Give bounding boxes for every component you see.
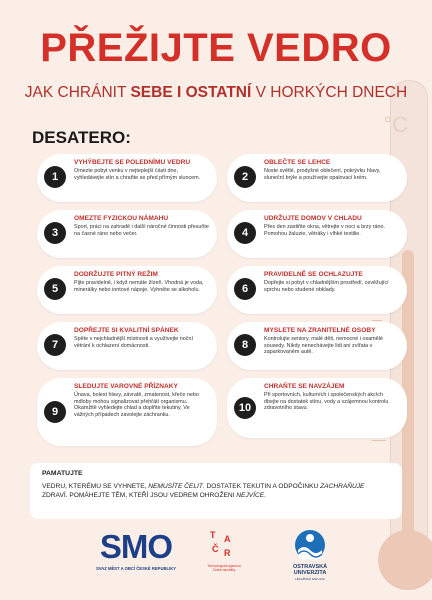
tip-number: 1 xyxy=(44,166,66,188)
tip-title: PRAVIDELNĚ SE OCHLAZUJTE xyxy=(264,271,363,278)
section-title: DESATERO: xyxy=(32,128,131,147)
tip-number: 3 xyxy=(44,222,66,244)
tip-title: OMEZTE FYZICKOU NÁMAHU xyxy=(74,215,169,222)
tip-text: Omezte pobyt venku v nejteplejší části dne, vyhledávejte stín a chraňte se před přímým sluncem. xyxy=(74,168,201,181)
ou-logo xyxy=(280,528,340,584)
tip-number: 7 xyxy=(44,334,66,356)
tip-text: Sport, práci na zahradě i další náročné činnosti přesuňte na časné ráno nebo večer. xyxy=(74,224,209,237)
tip-card-3 xyxy=(37,210,217,258)
tip-text: Únava, bolest hlavy, závratě, zmatenost, křeče nebo mdloby mohou signalizovat přehřátí organismu. Okamžitě vyhledejte chlad a doplňte tekutiny. Ve vážných případech zavolejte záchranku. xyxy=(74,392,199,418)
tip-title: CHRAŇTE SE NAVZÁJEM xyxy=(264,383,345,390)
smo-logo xyxy=(84,528,188,574)
remember-box xyxy=(30,463,402,519)
tacr-letter: Č xyxy=(212,544,219,554)
tacr-logo xyxy=(207,530,241,576)
smo-logo-caption: SVAZ MĚST A OBCÍ ČESKÉ REPUBLIKY xyxy=(95,566,177,571)
tip-text: Pijte pravidelně, i když nemáte žízeň. Vhodná je voda, minerálky nebo iontové nápoje. Vyhněte se alkoholu. xyxy=(74,280,204,293)
tacr-logo-caption: Technologická agentura České republiky xyxy=(207,564,241,572)
tacr-letter: R xyxy=(224,548,231,558)
tip-title: VYHÝBEJTE SE POLEDNÍMU VEDRU xyxy=(74,159,191,166)
tip-title: DOPŘEJTE SI KVALITNÍ SPÁNEK xyxy=(74,327,179,334)
tip-card-5 xyxy=(37,266,217,314)
tip-text: Dopřejte si pobyt v chladnějším prostředí, osvěžující sprchu nebo studené obklady. xyxy=(264,280,389,293)
tip-text: Noste světlé, prodyšné oblečení, pokrývku hlavy, sluneční brýle a používejte opalovací krém. xyxy=(264,168,381,181)
ou-logo-name: OSTRAVSKÁ UNIVERZITA xyxy=(292,564,328,576)
page-title: PŘEŽIJTE VEDRO xyxy=(40,26,392,70)
tip-number: 5 xyxy=(44,278,66,300)
tip-title: DODRŽUJTE PITNÝ REŽIM xyxy=(74,271,158,278)
remember-text: VEDRU, KTERÉMU SE VYHNETE, NEMUSÍTE ČELIT. DOSTATEK TEKUTIN A ODPOČINKU ZACHRAŇUJE ZDRAVÍ. POMÁHEJTE TĚM, KTEŘÍ JSOU VEDREM OHROŽENI NEJVÍCE. xyxy=(42,483,365,499)
tip-card-8 xyxy=(227,322,407,370)
tip-card-1 xyxy=(37,154,217,202)
tip-number: 2 xyxy=(234,166,256,188)
tip-card-9 xyxy=(37,378,217,446)
celsius-label: °C xyxy=(383,112,408,137)
tip-card-7 xyxy=(37,322,217,370)
page-subtitle: JAK CHRÁNIT SEBE I OSTATNÍ V HORKÝCH DNECH xyxy=(24,84,408,101)
tip-title: SLEDUJTE VAROVNÉ PŘÍZNAKY xyxy=(74,383,178,390)
tip-title: MYSLETE NA ZRANITELNÉ OSOBY xyxy=(264,327,376,334)
tacr-letter: T xyxy=(210,530,216,540)
tip-text: Při sportovních, kulturních i společenských akcích dbejte na dostatek stínu, vody a vzájemnou kontrolu zdravotního stavu. xyxy=(264,392,389,412)
tip-title: UDRŽUJTE DOMOV V CHLADU xyxy=(264,215,362,222)
ou-logo-caption: LÉKAŘSKÁ FAKULTA xyxy=(295,577,325,581)
ou-emblem-icon xyxy=(280,528,340,564)
tip-text: Kontrolujte seniory, malé děti, nemocné i osamělé sousedy. Nikdy nenechávejte lidi ani zvířata v zaparkovaném autě. xyxy=(264,336,383,356)
tip-title: OBLEČTE SE LEHCE xyxy=(264,159,331,166)
tip-card-2 xyxy=(227,154,407,202)
remember-title: PAMATUJTE xyxy=(42,470,83,477)
tip-text: Přes den zastiňte okna, větrejte v noci a brzy ráno. Pomohou žaluzie, větráky i vlhké textilie. xyxy=(264,224,386,237)
smo-logo-text: SMO xyxy=(99,528,173,565)
tip-number: 9 xyxy=(44,401,66,423)
tip-number: 10 xyxy=(234,397,256,419)
tip-card-4 xyxy=(227,210,407,258)
tip-text: Spěte v nejchladnější místnosti a využívejte noční větrání k ochlazení domácnosti. xyxy=(74,336,193,349)
tip-card-6 xyxy=(227,266,407,314)
tip-card-10 xyxy=(227,378,407,438)
tacr-letter: A xyxy=(224,534,231,544)
tip-number: 6 xyxy=(234,278,256,300)
tip-number: 4 xyxy=(234,222,256,244)
tip-number: 8 xyxy=(234,334,256,356)
